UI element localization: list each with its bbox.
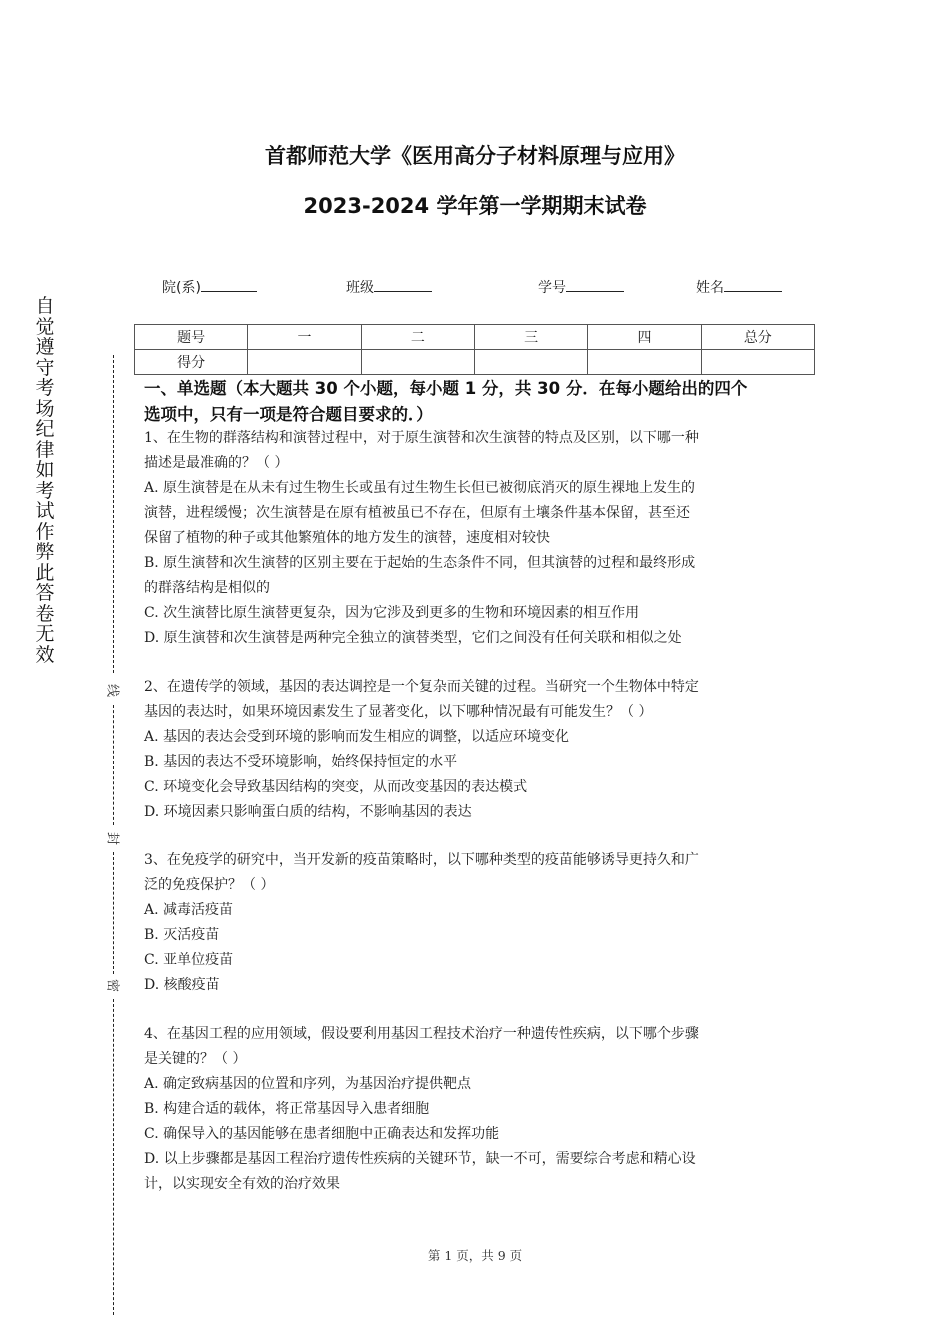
department-blank[interactable] [201,277,257,292]
side-notice-char: 弊 [35,541,55,563]
binding-dashed-line [113,355,114,673]
binding-dashed-line [113,852,114,974]
question-stem: 描述是最准确的？（ ） [144,455,289,471]
question-1 [144,426,816,651]
option-text: C. 次生演替比原生演替更复杂，因为它涉及到更多的生物和环境因素的相互作用 [144,605,640,621]
option-text: B. 灭活疫苗 [144,927,220,943]
score-table-header-cell: 题号 [135,325,248,350]
option-text: D. 原生演替和次生演替是两种完全独立的演替类型，它们之间没有任何关联和相似之处 [144,630,682,646]
side-notice-char: 纪 [35,418,55,440]
option-text: A. 确定致病基因的位置和序列，为基因治疗提供靶点 [144,1076,472,1092]
question-4 [144,1022,816,1197]
binding-dashed-line [113,705,114,825]
binding-label-secret: 密 [105,977,124,995]
side-notice-char: 觉 [35,315,55,338]
student-id-blank[interactable] [566,277,624,292]
question-stem: 是关键的？（ ） [144,1051,247,1067]
side-notice-char: 考 [35,377,55,399]
side-notice-char: 无 [35,623,55,645]
score-cell[interactable] [588,350,701,375]
question-stem: 3、在免疫学的研究中，当开发新的疫苗策略时，以下哪种类型的疫苗能够诱导更持久和广 [144,852,699,868]
side-notice [33,296,57,665]
side-notice-char: 卷 [35,602,55,625]
option-a[interactable] [144,898,816,923]
option-d[interactable] [144,626,816,651]
question-2 [144,675,816,825]
score-table-header-cell: 一 [248,325,361,350]
exam-subtitle: 2023-2024 学年第一学期期末试卷 [303,194,647,218]
side-notice-char: 场 [35,397,55,420]
section-heading [144,376,814,428]
side-notice-char: 如 [35,459,55,481]
side-notice-char: 试 [35,500,55,522]
option-d[interactable] [144,800,816,825]
question-stem: 基因的表达时，如果环境因素发生了显著变化，以下哪种情况最有可能发生？（ ） [144,704,653,720]
option-text: C. 环境变化会导致基因结构的突变，从而改变基因的表达模式 [144,779,528,795]
score-cell[interactable] [474,350,587,375]
section-heading-line: 选项中，只有一项是符合题目要求的．） [144,405,433,424]
score-cell[interactable] [361,350,474,375]
option-b[interactable] [144,551,816,601]
student-info-row [160,277,800,299]
side-notice-char: 此 [35,561,55,584]
department-label: 院(系) [162,280,201,296]
question-stem: 2、在遗传学的领域，基因的表达调控是一个复杂而关键的过程。当研究一个生物体中特定 [144,679,699,695]
option-c[interactable] [144,775,816,800]
side-notice-char: 遵 [35,336,55,358]
score-table-header-cell: 三 [474,325,587,350]
binding-label-seal: 封 [105,830,124,848]
score-cell[interactable] [248,350,361,375]
page-number: 第 1 页，共 9 页 [427,1248,523,1263]
binding-dashed-line [113,999,114,1315]
option-text: C. 确保导入的基因能够在患者细胞中正确表达和发挥功能 [144,1126,500,1142]
option-text: A. 原生演替是在从未有过生物生长或虽有过生物生长但已被彻底消灭的原生裸地上发生的 [144,480,696,496]
option-text: B. 基因的表达不受环境影响，始终保持恒定的水平 [144,754,458,770]
side-notice-char: 考 [35,479,55,502]
score-table-header-cell: 总分 [701,325,814,350]
student-id-label: 学号 [538,280,566,296]
class-blank[interactable] [374,277,432,292]
side-notice-char: 律 [35,438,55,461]
option-b[interactable] [144,1097,816,1122]
option-text: A. 减毒活疫苗 [144,902,234,918]
option-b[interactable] [144,750,816,775]
score-table-header-cell: 四 [588,325,701,350]
student-id-field[interactable] [538,277,624,297]
option-text: B. 原生演替和次生演替的区别主要在于起始的生态条件不同，但其演替的过程和最终形成 [144,555,696,571]
option-text: D. 核酸疫苗 [144,977,220,993]
option-c[interactable] [144,1122,816,1147]
score-table-header-row [135,325,815,350]
section-heading-line: 一、单选题（本大题共 30 个小题，每小题 1 分，共 30 分．在每小题给出的四个 [144,379,748,398]
side-notice-char: 答 [35,582,55,604]
option-a[interactable] [144,476,816,551]
option-c[interactable] [144,948,816,973]
option-text: 演替，进程缓慢；次生演替是在原有植被虽已不存在，但原有土壤条件基本保留，甚至还 [144,505,690,521]
option-b[interactable] [144,923,816,948]
score-row-label: 得分 [135,350,248,375]
option-c[interactable] [144,601,816,626]
exam-title: 首都师范大学《医用高分子材料原理与应用》 [265,144,685,168]
question-3 [144,848,816,998]
department-field[interactable] [162,277,257,297]
name-blank[interactable] [724,277,782,292]
option-d[interactable] [144,1147,816,1197]
side-notice-char: 自 [35,295,55,317]
option-a[interactable] [144,725,816,750]
question-stem: 4、在基因工程的应用领域，假设要利用基因工程技术治疗一种遗传性疾病，以下哪个步骤 [144,1026,699,1042]
option-d[interactable] [144,973,816,998]
option-text: 计，以实现安全有效的治疗效果 [144,1176,340,1192]
option-text: D. 以上步骤都是基因工程治疗遗传性疾病的关键环节，缺一不可，需要综合考虑和精心设 [144,1151,696,1167]
name-label: 姓名 [696,280,724,296]
side-notice-char: 作 [35,520,55,543]
question-stem: 泛的免疫保护？（ ） [144,877,275,893]
option-text: 的群落结构是相似的 [144,580,270,596]
score-table-score-row [135,350,815,375]
class-label: 班级 [346,280,374,296]
question-stem: 1、在生物的群落结构和演替过程中，对于原生演替和次生演替的特点及区别，以下哪一种 [144,430,699,446]
side-notice-char: 效 [35,643,55,666]
score-table-header-cell: 二 [361,325,474,350]
option-text: C. 亚单位疫苗 [144,952,234,968]
name-field[interactable] [696,277,782,297]
binding-label-line: 线 [105,682,124,700]
option-text: B. 构建合适的载体，将正常基因导入患者细胞 [144,1101,430,1117]
score-table [134,324,815,375]
side-notice-char: 守 [35,356,55,379]
score-cell[interactable] [701,350,814,375]
class-field[interactable] [346,277,432,297]
option-a[interactable] [144,1072,816,1097]
option-text: 保留了植物的种子或其他繁殖体的地方发生的演替，速度相对较快 [144,530,550,546]
option-text: A. 基因的表达会受到环境的影响而发生相应的调整，以适应环境变化 [144,729,570,745]
option-text: D. 环境因素只影响蛋白质的结构，不影响基因的表达 [144,804,472,820]
